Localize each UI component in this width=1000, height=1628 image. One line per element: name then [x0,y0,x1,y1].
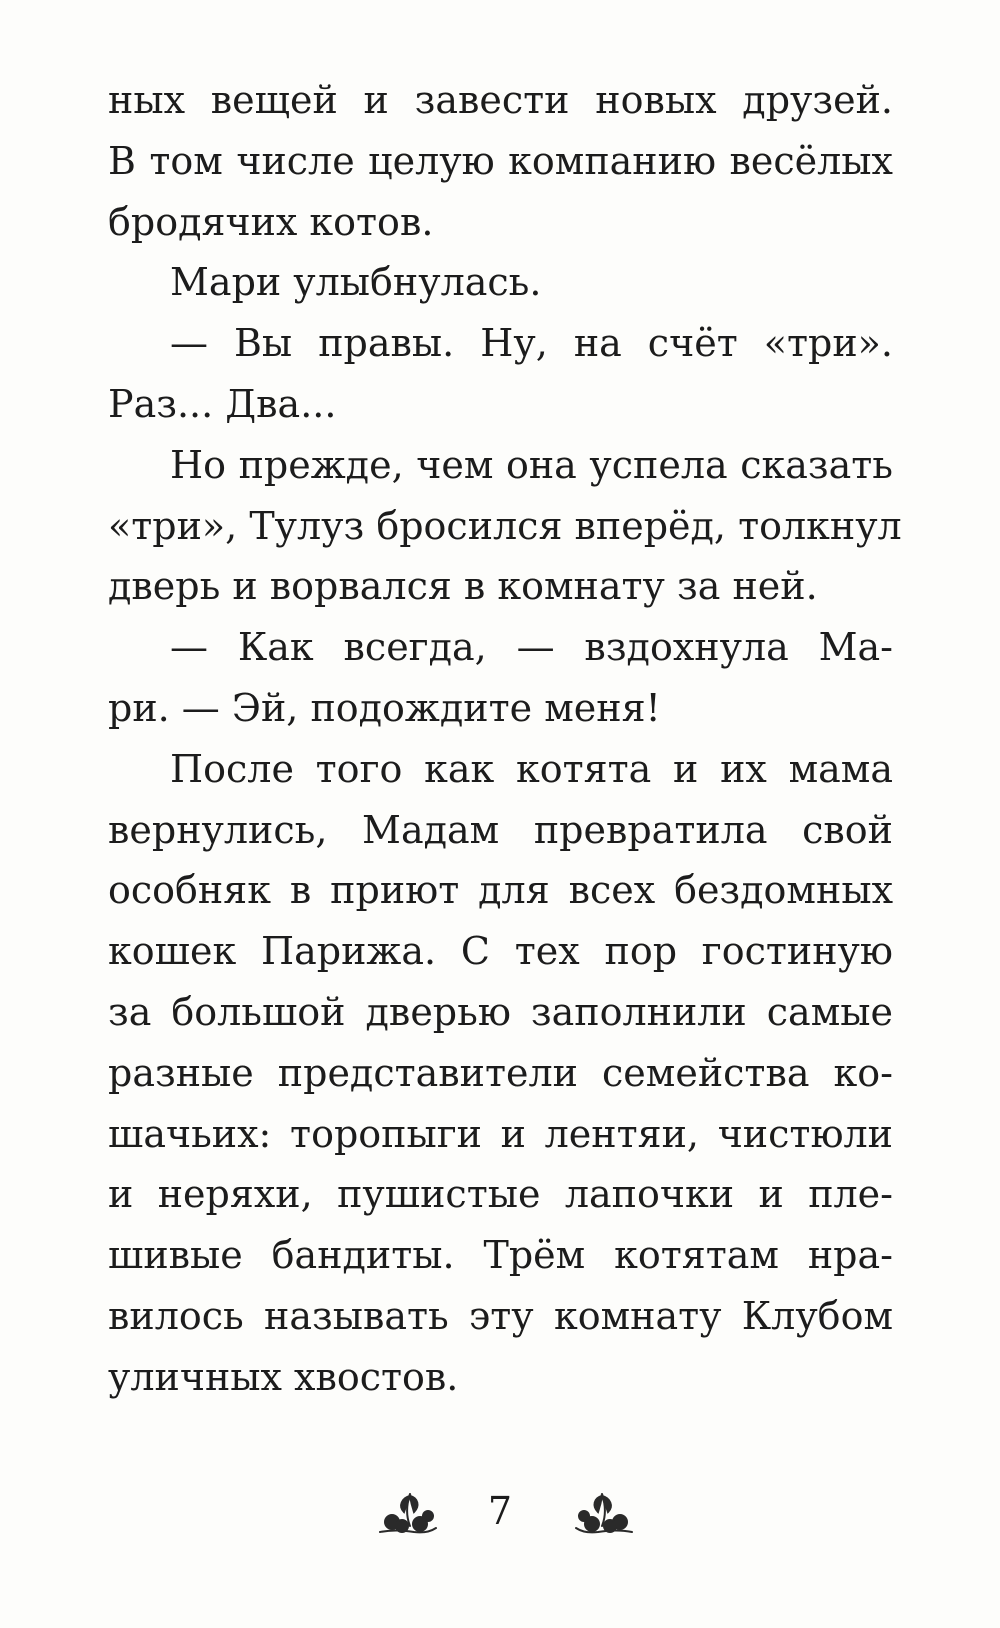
text-line: уличных хвостов. [108,1354,459,1399]
text-line: — Как всегда, — вздохнула Ма- [170,625,893,670]
text-line: Но прежде, чем она успела сказать [170,442,893,487]
page-number: 7 [487,1489,513,1533]
text-line: В том числе целую компанию весёлых [108,138,893,183]
text-line: бродячих котов. [108,199,434,244]
text-line: Мари улыбнулась. [170,260,542,305]
text-line: После того как котята и их мама [170,746,893,791]
text-line: разные представители семейства ко- [108,1050,893,1095]
page-footer [0,1478,1000,1548]
berries-ornament-icon [572,1486,636,1540]
text-line: шивые бандиты. Трём котятам нра- [108,1233,893,1278]
berries-ornament-icon [376,1486,440,1540]
text-line: дверь и ворвался в комнату за ней. [108,564,818,609]
text-line: и неряхи, пушистые лапочки и пле- [108,1172,893,1217]
text-line: — Вы правы. Ну, на счёт «три». [170,321,893,366]
text-line: ри. — Эй, подождите меня! [108,685,661,730]
text-line: вилось называть эту комнату Клубом [108,1293,893,1338]
text-line: шачьих: торопыги и лентяи, чистюли [108,1111,893,1156]
text-line: за большой дверью заполнили самые [108,989,893,1034]
text-line: кошек Парижа. С тех пор гостиную [108,929,893,974]
text-line: Раз... Два... [108,381,337,426]
text-line: вернулись, Мадам превратила свой [108,807,893,852]
text-line: «три», Тулуз бросился вперёд, толкнул [108,503,902,548]
text-line: особняк в приют для всех бездомных [108,868,893,913]
page-text [108,70,902,1408]
text-line: ных вещей и завести новых друзей. [108,78,893,122]
